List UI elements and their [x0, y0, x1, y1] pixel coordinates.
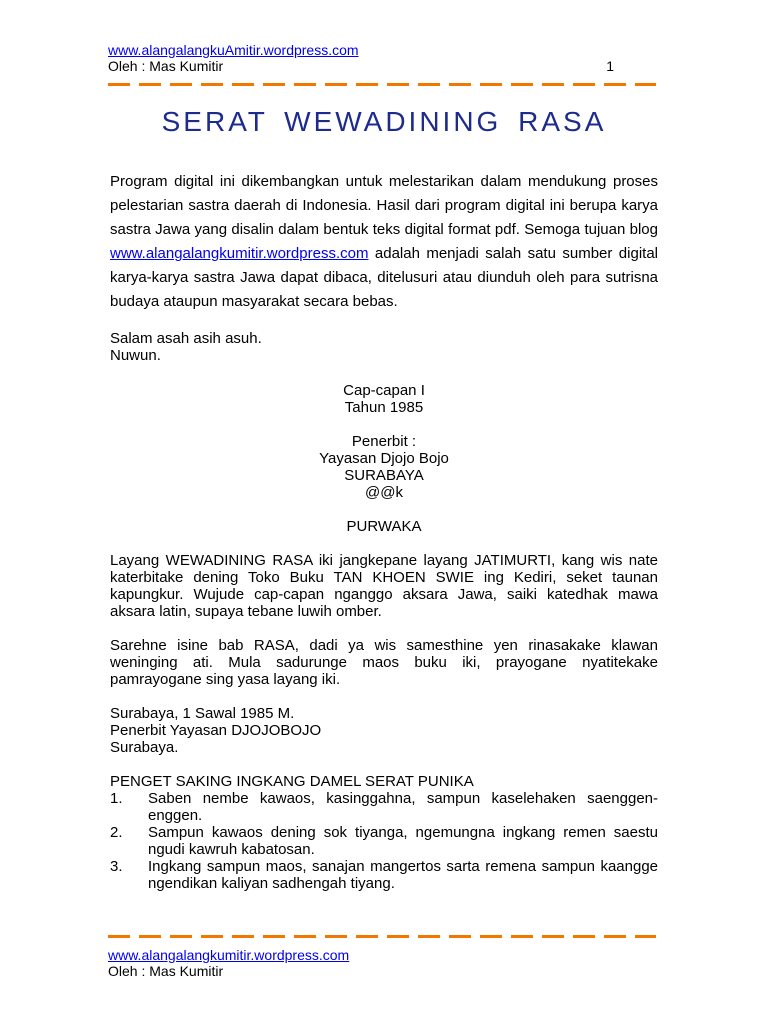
footer-blog-link[interactable]: www.alangalangkumitir.wordpress.com — [108, 947, 350, 963]
list-item-number: 3. — [110, 858, 123, 875]
publisher-line: SURABAYA — [344, 467, 424, 484]
notes-section — [110, 773, 658, 892]
page-number: 1 — [606, 58, 614, 74]
list-item-number: 2. — [110, 824, 123, 841]
intro-blog-link[interactable]: www.alangalangkumitir.wordpress.com — [110, 245, 369, 262]
header-dashed-rule — [108, 83, 656, 86]
list-item-text: Saben nembe kawaos, kasinggahna, sampun kaselehaken saenggen-enggen. — [148, 790, 658, 824]
edition-line: Tahun 1985 — [344, 399, 424, 416]
publisher-info — [110, 433, 658, 501]
notes-heading: PENGET SAKING INGKANG DAMEL SERAT PUNIKA — [110, 773, 474, 790]
list-item — [110, 824, 658, 858]
edition-line: Cap-capan I — [343, 382, 425, 399]
list-item-number: 1. — [110, 790, 123, 807]
purwaka-paragraph-1: Layang WEWADINING RASA iki jangkepane layang JATIMURTI, kang wis nate katerbitake dening Toko Buku TAN KHOEN SWIE ing Kediri, seket taunan kapungkur. Wujude cap-capan nganggo aksara Jawa, saiki katedhak mawa aksara latin, supaya tebane luwih omber. — [110, 552, 658, 620]
footer-dashed-rule — [108, 935, 656, 938]
greeting-line: Nuwun. — [110, 347, 161, 364]
list-item — [110, 858, 658, 892]
publisher-line: Penerbit : — [351, 433, 417, 450]
signature-line: Surabaya, 1 Sawal 1985 M. — [110, 705, 295, 722]
section-heading-purwaka: PURWAKA — [346, 518, 422, 535]
footer-author: Oleh : Mas Kumitir — [108, 963, 224, 979]
intro-paragraph — [110, 170, 658, 314]
header-blog-link[interactable]: www.alangalangkuAmitir.wordpress.com — [108, 42, 359, 58]
page-header — [108, 42, 660, 74]
greeting — [110, 330, 658, 364]
signature-line: Penerbit Yayasan DJOJOBOJO — [110, 722, 322, 739]
signature-line: Surabaya. — [110, 739, 179, 756]
intro-text-end: adalah menjadi salah satu sumber digital karya-karya sastra Jawa dapat dibaca, ditelusuri atau diunduh oleh para sutrisna budaya ataupun masyarakat secara bebas. — [110, 245, 658, 310]
signature-block — [110, 705, 658, 756]
header-author: Oleh : Mas Kumitir — [108, 58, 224, 74]
publisher-line: Yayasan Djojo Bojo — [319, 450, 449, 467]
page-footer — [108, 947, 349, 979]
greeting-line: Salam asah asih asuh. — [110, 330, 262, 347]
document-body — [110, 170, 658, 892]
edition-info — [110, 382, 658, 416]
intro-text-start: Program digital ini dikembangkan untuk melestarikan dalam mendukung proses pelestarian sastra daerah di Indonesia. Hasil dari program digital ini berupa karya sastra Jawa yang disalin dalam bentuk teks digital format pdf. Semoga tujuan blog — [110, 173, 658, 238]
notes-list — [110, 790, 658, 892]
list-item — [110, 790, 658, 824]
document-title: SERAT WEWADINING RASA — [161, 106, 607, 137]
list-item-text: Ingkang sampun maos, sanajan mangertos sarta remena sampun kaangge ngendikan kaliyan sadhengah tiyang. — [148, 858, 658, 892]
purwaka-paragraph-2: Sarehne isine bab RASA, dadi ya wis samesthine yen rinasakake klawan weninging ati. Mula sadurunge maos buku iki, prayogane nyatitekake pamrayogane sing yasa layang iki. — [110, 637, 658, 688]
publisher-line: @@k — [365, 484, 403, 501]
list-item-text: Sampun kawaos dening sok tiyanga, ngemungna ingkang remen saestu ngudi kawruh kabatosan. — [148, 824, 658, 858]
